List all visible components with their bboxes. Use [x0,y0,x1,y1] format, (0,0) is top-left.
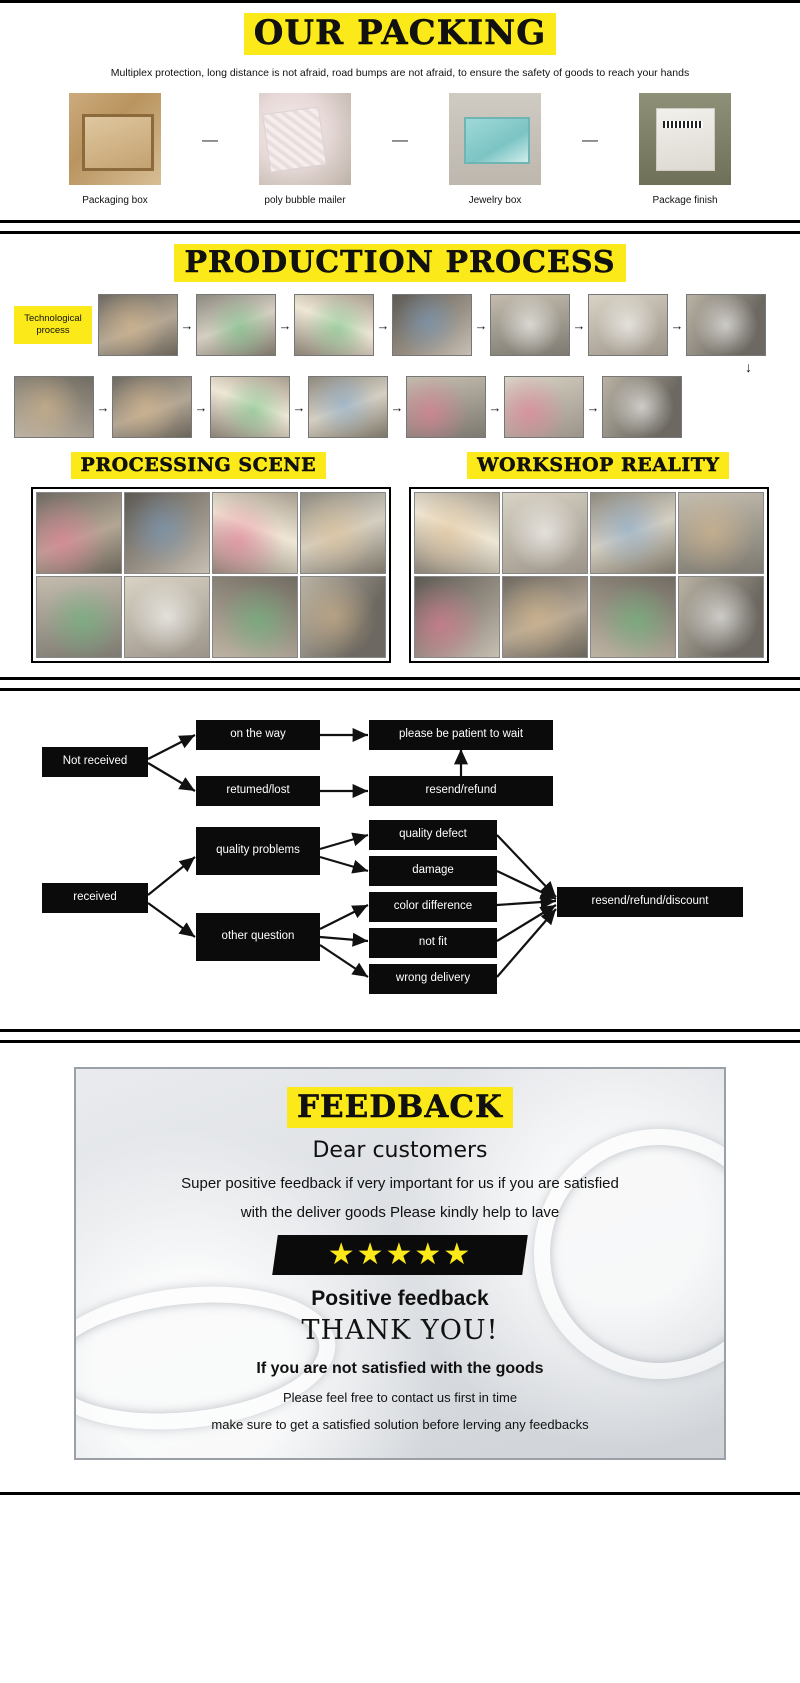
badge-line-1: Technological [24,313,82,325]
step-separator: — [202,132,218,150]
finished-bags-photo [602,376,682,438]
feedback-section [0,1040,800,1495]
wax-carving-photo [98,294,178,356]
arrow-right-icon: → [96,399,110,415]
feedback-title-row [90,1087,710,1128]
machine-photo [124,492,210,574]
assembly-photo [112,376,192,438]
feedback-contact-note: Please feel free to contact us first in time [282,1390,518,1406]
packing-step [230,93,380,206]
node-color-difference: color difference [369,892,497,922]
arrow-right-icon: → [474,317,488,333]
node-damage: damage [369,856,497,886]
node-resend-refund: resend/refund [369,776,553,806]
worker-seated-photo [300,492,386,574]
production-grid [0,294,800,438]
node-quality-problems: quality problems [196,827,320,875]
technological-process-badge [14,306,92,344]
feedback-thank-you: THANK YOU! [301,1315,499,1347]
packing-step-caption: Jewelry box [468,195,522,207]
feedback-positive-label: Positive feedback [311,1287,489,1311]
feedback-dear-customers: Dear customers [312,1138,488,1164]
galleries [0,487,800,663]
labeling-photo [504,376,584,438]
casting-photo [294,294,374,356]
corridor-photo [414,492,500,574]
arrow-right-icon: → [488,399,502,415]
packing-table-photo [124,576,210,658]
polishing-photo [392,294,472,356]
feedback-card [74,1067,726,1460]
packing-subtitle: Multiplex protection, long distance is not afraid, road bumps are not afraid, to ensure the safety of goods to reach your hands [110,67,690,80]
tree-casting-photo [490,294,570,356]
assembly-line-photo [414,576,500,658]
five-stars-icon: ★★★★★ [327,1238,473,1272]
step-separator: — [582,132,598,150]
bagging-photo [686,294,766,356]
storage-shelves-photo [502,492,588,574]
work-table-photo [212,492,298,574]
production-row-2 [14,376,786,438]
cardboard-box-photo [69,93,161,185]
arrow-right-icon: → [670,317,684,333]
material-rack-photo [212,576,298,658]
arrow-right-icon: → [180,317,194,333]
step-separator: — [392,132,408,150]
packing-photo [406,376,486,438]
after-sales-flow-section [0,688,800,1032]
warehouse-bags-photo [678,576,764,658]
packing-title-row [0,13,800,55]
packing-step-caption: poly bubble mailer [264,195,346,207]
tool-bench-photo [36,576,122,658]
stock-boxes-photo [502,576,588,658]
feedback-outer [0,1053,800,1478]
production-title-row [0,244,800,282]
worker-at-bench-photo [36,492,122,574]
stone-setting-photo [210,376,290,438]
workshop-reality-title: WORKSHOP REALITY [467,452,729,479]
node-on-the-way: on the way [196,720,320,750]
mold-tray-photo [196,294,276,356]
inspection-photo [308,376,388,438]
feedback-line-2: with the deliver goods Please kindly help to lave [240,1204,560,1222]
star-rating-banner [272,1235,528,1275]
node-other-question: other question [196,913,320,961]
node-returned-lost: retumed/lost [196,776,320,806]
node-not-fit: not fit [369,928,497,958]
feedback-not-satisfied: If you are not satisfied with the goods [256,1360,544,1378]
workshop-desks-photo [590,492,676,574]
processing-scene-gallery [31,487,391,663]
arrow-right-icon: → [376,317,390,333]
node-quality-defect: quality defect [369,820,497,850]
jewelry-box-photo [449,93,541,185]
machine-room-photo [590,576,676,658]
packing-step [420,93,570,206]
processing-scene-title: PROCESSING SCENE [71,452,327,479]
feedback-title: FEEDBACK [287,1087,513,1128]
production-title: PRODUCTION PROCESS [174,244,625,282]
packing-section [0,0,800,223]
bubble-mailer-photo [259,93,351,185]
after-sales-flowchart [20,715,780,1015]
feedback-solution-note: make sure to get a satisfied solution before lerving any feedbacks [211,1417,589,1433]
node-not-received: Not received [42,747,148,777]
workshop-reality-gallery [409,487,769,663]
badge-line-2: process [36,325,70,337]
arrow-right-icon: → [194,399,208,415]
packing-title: OUR PACKING [244,13,556,55]
arrow-right-icon: → [292,399,306,415]
arrow-right-icon: → [278,317,292,333]
packing-step [610,93,760,206]
arrow-right-icon: → [390,399,404,415]
production-section [0,231,800,680]
packing-step-caption: Package finish [652,195,718,207]
arrow-right-icon: → [572,317,586,333]
arrow-down-icon: ↓ [745,359,752,376]
feedback-line-1: Super positive feedback if very important for us if you are satisfied [181,1175,619,1193]
node-please-be-patient: please be patient to wait [369,720,553,750]
office-desk-photo [678,492,764,574]
packing-step [40,93,190,206]
packing-step-caption: Packaging box [82,195,148,207]
node-resend-refund-discount: resend/refund/discount [557,887,743,917]
production-row-1 [14,294,786,356]
finished-package-photo [639,93,731,185]
tray-line-photo [300,576,386,658]
arrow-right-icon: → [586,399,600,415]
node-received: received [42,883,148,913]
node-wrong-delivery: wrong delivery [369,964,497,994]
packing-steps [0,93,800,206]
gallery-titles [0,452,800,479]
plating-rack-photo [588,294,668,356]
sorting-photo [14,376,94,438]
